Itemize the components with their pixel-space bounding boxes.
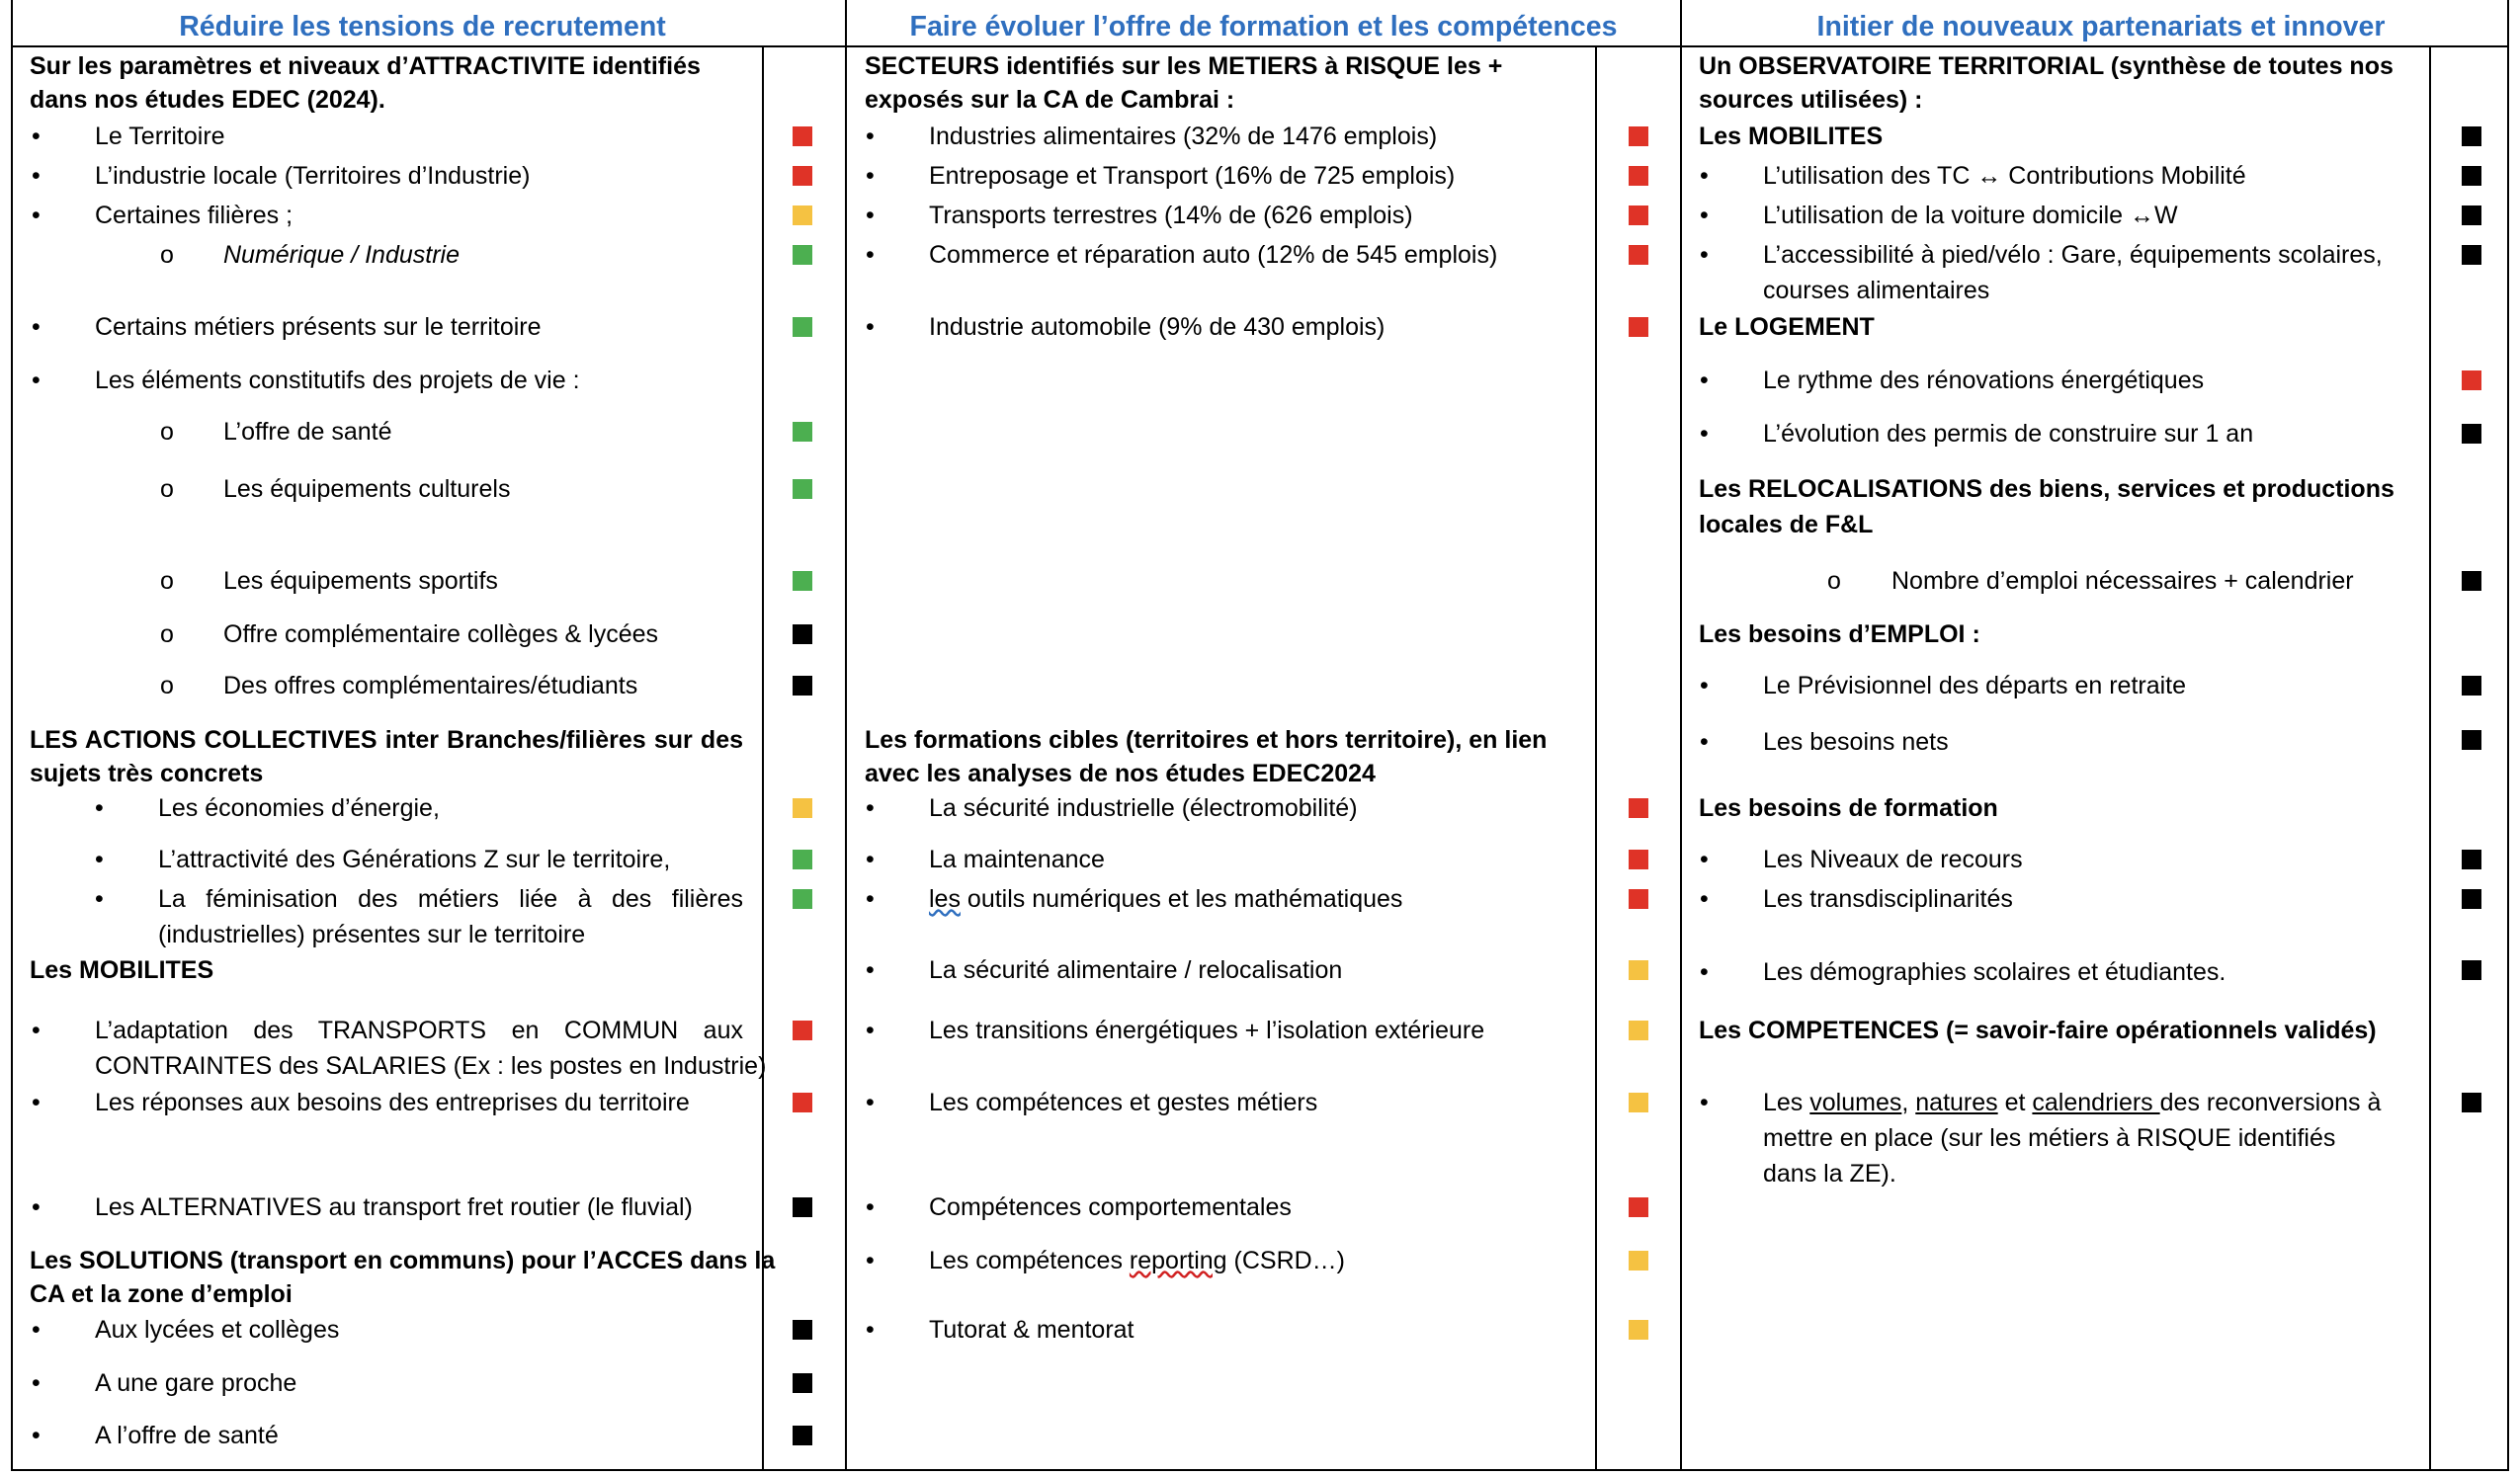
list-item: Les transdisciplinarités [1763,885,2013,913]
list-item: Entreposage et Transport (16% de 725 emplois) [929,162,1456,190]
section-heading-attractivite-line2: dans nos études EDEC (2024). [30,86,385,114]
status-square-yellow [1629,960,1648,980]
indicator-divider-3 [2429,45,2431,1471]
list-item: Les économies d’énergie, [158,794,440,822]
status-square-red [1629,1197,1648,1217]
list-item-text: Les compétences [929,1247,1130,1274]
list-item: L’adaptation des TRANSPORTS en COMMUN aux [95,1017,743,1044]
list-item: Compétences comportementales [929,1193,1292,1221]
bullet: • [866,202,875,229]
list-item-text: , [1901,1089,1916,1116]
list-item [929,882,1402,917]
sub-bullet: o [160,475,174,503]
status-square-black [2462,205,2481,225]
bullet: • [866,1017,875,1044]
list-item: Les éléments constitutifs des projets de vie : [95,367,580,394]
status-square-black [2462,166,2481,186]
spellcheck-word: reporting [1129,1247,1227,1274]
bullet: • [1700,367,1709,394]
status-square-yellow [1629,1320,1648,1340]
status-square-red [793,126,812,146]
list-item: Les transitions énergétiques + l’isolation extérieure [929,1017,1485,1044]
status-square-yellow [793,798,812,818]
bullet: • [1700,202,1709,229]
sub-list-item: Des offres complémentaires/étudiants [223,672,638,699]
status-square-black [793,1373,812,1393]
underlined-word: calendriers [2032,1089,2160,1116]
bullet: • [866,956,875,984]
status-square-green [793,317,812,337]
section-heading-solutions: Les SOLUTIONS (transport en communs) pour l’ACCES dans la [30,1247,776,1274]
status-square-green [793,571,812,591]
list-item-line2: courses alimentaires [1763,277,1990,304]
sub-bullet: o [160,418,174,446]
bullet: • [1700,420,1709,448]
list-item-line3: dans la ZE). [1763,1160,1896,1188]
bullet: • [1700,958,1709,986]
list-item-text: et [1997,1089,2033,1116]
bullet: • [866,241,875,269]
bullet: • [32,1089,41,1116]
bullet: • [32,367,41,394]
bullet: • [1700,672,1709,699]
status-square-black [2462,960,2481,980]
section-heading-observatoire: Un OBSERVATOIRE TERRITORIAL (synthèse de toutes nos [1699,52,2394,80]
status-square-red [793,1021,812,1040]
status-square-red [1629,850,1648,869]
status-square-black [793,1197,812,1217]
status-square-black [2462,424,2481,444]
list-item-line2: CONTRAINTES des SALARIES (Ex : les postes en Industrie) [95,1052,767,1080]
bullet: • [866,1247,875,1274]
list-item-text: (CSRD…) [1226,1247,1346,1274]
sub-list-item: L’offre de santé [223,418,392,446]
bullet: • [866,123,875,150]
status-square-black [2462,1093,2481,1112]
status-square-red [1629,166,1648,186]
bullet: • [1700,241,1709,269]
list-item: Les compétences et gestes métiers [929,1089,1318,1116]
section-heading-mobilites: Les MOBILITES [30,956,214,984]
bullet: • [1700,728,1709,756]
section-heading-secteurs-line2: exposés sur la CA de Cambrai : [865,86,1235,114]
list-item: Le rythme des rénovations énergétiques [1763,367,2205,394]
section-heading-competences: Les COMPETENCES (= savoir-faire opérationnels validés) [1699,1017,2377,1044]
list-item: Les réponses aux besoins des entreprises du territoire [95,1089,690,1116]
status-square-red [1629,245,1648,265]
status-square-black [2462,126,2481,146]
list-item-line2: (industrielles) présentes sur le territoire [158,921,586,948]
status-square-black [793,624,812,644]
section-heading-relocalisations: Les RELOCALISATIONS des biens, services et productions [1699,475,2394,503]
sub-list-item: Les équipements culturels [223,475,511,503]
bullet: • [866,1089,875,1116]
bullet: • [866,885,875,913]
table-left-border [11,0,13,1471]
list-item: L’industrie locale (Territoires d’Industrie) [95,162,531,190]
column-header-partenariats: Initier de nouveaux partenariats et innover [1816,11,2386,42]
bullet: • [866,846,875,873]
bullet: • [32,1193,41,1221]
column-header-formation: Faire évoluer l’offre de formation et les compétences [909,11,1618,42]
column-header-recrutement: Réduire les tensions de recrutement [179,11,666,42]
list-item-line2: mettre en place (sur les métiers à RISQUE identifiés [1763,1124,2336,1152]
status-square-black [2462,889,2481,909]
bullet: • [32,1316,41,1344]
list-item: Les besoins nets [1763,728,1949,756]
list-item: Transports terrestres (14% de (626 emplois) [929,202,1413,229]
status-square-black [2462,730,2481,750]
list-item: La sécurité alimentaire / relocalisation [929,956,1343,984]
list-item: Certaines filières ; [95,202,294,229]
status-square-green [793,245,812,265]
bullet: • [1700,162,1709,190]
sub-list-item: Numérique / Industrie [223,241,461,269]
bullet: • [866,313,875,341]
bullet: • [32,202,41,229]
section-heading-secteurs: SECTEURS identifiés sur les METIERS à RISQUE les + [865,52,1503,80]
list-item: Industries alimentaires (32% de 1476 emplois) [929,123,1438,150]
list-item: Tutorat & mentorat [929,1316,1134,1344]
list-item: La sécurité industrielle (électromobilité) [929,794,1358,822]
column-divider-1 [845,0,847,1471]
section-heading-observatoire-line2: sources utilisées) : [1699,86,1923,114]
section-heading-logement: Le LOGEMENT [1699,313,1875,341]
list-item-text: Les [1763,1089,1810,1116]
status-square-yellow [1629,1021,1648,1040]
status-square-red [1629,798,1648,818]
list-item: Les Niveaux de recours [1763,846,2023,873]
sub-bullet: o [160,241,174,269]
status-square-red [793,1093,812,1112]
list-item: L’utilisation des TC ↔ Contributions Mobilité [1763,162,2246,190]
section-heading-emploi: Les besoins d’EMPLOI : [1699,620,1980,648]
list-item: Commerce et réparation auto (12% de 545 emplois) [929,241,1498,269]
list-item [1763,1086,2381,1120]
section-heading-mobilites: Les MOBILITES [1699,123,1884,150]
status-square-black [793,1426,812,1445]
list-item: L’utilisation de la voiture domicile ↔W [1763,202,2178,229]
sub-bullet: o [160,620,174,648]
list-item: L’évolution des permis de construire sur 1 an [1763,420,2254,448]
list-item: Les ALTERNATIVES au transport fret routier (le fluvial) [95,1193,693,1221]
status-square-yellow [1629,1251,1648,1271]
list-item: La féminisation des métiers liée à des filières [158,885,743,913]
list-item: La maintenance [929,846,1105,873]
status-square-red [793,166,812,186]
status-square-yellow [1629,1093,1648,1112]
list-item: Industrie automobile (9% de 430 emplois) [929,313,1386,341]
bullet: • [866,794,875,822]
spellcheck-word: les [929,885,961,913]
section-heading-formations-cibles-line2: avec les analyses de nos études EDEC2024 [865,760,1376,787]
sub-list-item: Nombre d’emploi nécessaires + calendrier [1891,567,2354,595]
bullet: • [1700,846,1709,873]
list-item: A une gare proche [95,1369,297,1397]
status-square-green [793,889,812,909]
bullet: • [95,846,104,873]
bullet: • [32,123,41,150]
list-item: Les démographies scolaires et étudiantes. [1763,958,2226,986]
bullet: • [32,162,41,190]
list-item: L’attractivité des Générations Z sur le territoire, [158,846,671,873]
status-square-black [793,676,812,696]
bullet: • [866,1316,875,1344]
bullet: • [866,162,875,190]
list-item-text: des reconversions à [2159,1089,2382,1116]
status-square-black [793,1320,812,1340]
sub-list-item: Les équipements sportifs [223,567,498,595]
status-square-black [2462,571,2481,591]
sub-list-item: Offre complémentaire collèges & lycées [223,620,659,648]
status-square-green [793,422,812,442]
bullet: • [32,1369,41,1397]
bullet: • [32,1017,41,1044]
list-item: L’accessibilité à pied/vélo : Gare, équipements scolaires, [1763,241,2383,269]
status-square-black [2462,245,2481,265]
section-heading-formations-cibles: Les formations cibles (territoires et hors territoire), en lien [865,726,1548,754]
underlined-word: natures [1915,1089,1998,1116]
indicator-divider-2 [1595,45,1597,1471]
list-item: Le Territoire [95,123,225,150]
list-item [929,1244,1345,1278]
table-right-border [2507,0,2509,1471]
status-square-green [793,479,812,499]
list-item: Aux lycées et collèges [95,1316,340,1344]
list-item-text: outils numériques et les mathématiques [960,885,1403,913]
table-bottom-border [11,1469,2509,1471]
status-square-yellow [793,205,812,225]
status-square-red [1629,126,1648,146]
list-item: Certains métiers présents sur le territoire [95,313,542,341]
section-heading-attractivite: Sur les paramètres et niveaux d’ATTRACTIVITE identifiés [30,52,701,80]
bullet: • [95,794,104,822]
bullet: • [866,1193,875,1221]
table-top-border [11,45,2509,47]
status-square-red [2462,370,2481,390]
section-heading-relocalisations-line2: locales de F&L [1699,511,1874,538]
status-square-black [2462,850,2481,869]
sub-bullet: o [160,567,174,595]
underlined-word: volumes [1809,1089,1902,1116]
status-square-red [1629,205,1648,225]
bullet: • [32,1422,41,1449]
bullet: • [32,313,41,341]
bullet: • [1700,1089,1709,1116]
sub-bullet: o [1827,567,1841,595]
bullet: • [1700,885,1709,913]
column-divider-2 [1680,0,1682,1471]
status-square-red [1629,317,1648,337]
bullet: • [95,885,104,913]
sub-bullet: o [160,672,174,699]
status-square-green [793,850,812,869]
status-square-red [1629,889,1648,909]
section-heading-actions-collectives-line2: sujets très concrets [30,760,264,787]
status-square-black [2462,676,2481,696]
section-heading-solutions-line2: CA et la zone d’emploi [30,1280,293,1308]
list-item: A l’offre de santé [95,1422,279,1449]
section-heading-besoins-formation: Les besoins de formation [1699,794,1998,822]
list-item: Le Prévisionnel des départs en retraite [1763,672,2187,699]
section-heading-actions-collectives: LES ACTIONS COLLECTIVES inter Branches/filières sur des [30,726,743,754]
